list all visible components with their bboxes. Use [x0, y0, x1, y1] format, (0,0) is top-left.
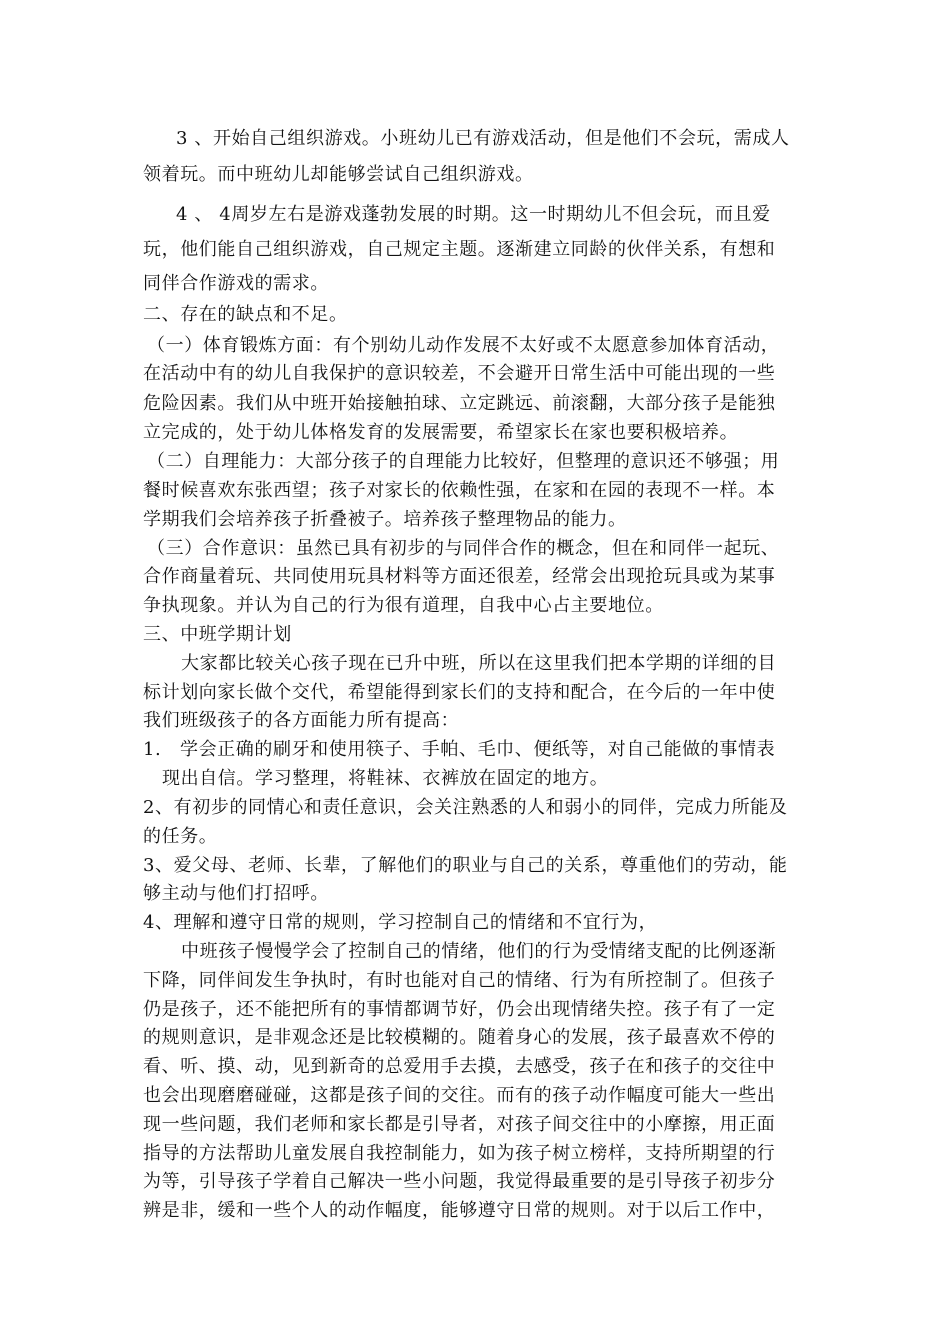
text-line: 看、听、摸、动，见到新奇的总爱用手去摸，去感受，孩子在和孩子的交往中 — [143, 1056, 776, 1077]
text-line: 标计划向家长做个交代，希望能得到家长们的支持和配合，在今后的一年中使 — [143, 682, 776, 703]
text-line: 3 、开始自己组织游戏。小班幼儿已有游戏活动，但是他们不会玩，需成人 — [176, 128, 790, 149]
text-line: 危险因素。我们从中班开始接触拍球、立定跳远、前滚翻，大部分孩子是能独 — [143, 393, 776, 414]
text-line: 我们班级孩子的各方面能力所有提高： — [143, 710, 460, 731]
section-heading: 三、中班学期计划 — [143, 624, 292, 645]
text-line: 下降，同伴间发生争执时，有时也能对自己的情绪、行为有所控制了。但孩子 — [143, 970, 776, 991]
text-line: 为等，引导孩子学着自己解决一些小问题，我觉得最重要的是引导孩子初步分 — [143, 1171, 776, 1192]
list-item: 1. 学会正确的刷牙和使用筷子、手帕、毛巾、便纸等，对自己能做的事情表 — [143, 739, 776, 760]
text-line: 的任务。 — [143, 826, 218, 847]
text-line: （二）自理能力：大部分孩子的自理能力比较好，但整理的意识还不够强；用 — [147, 451, 780, 472]
text-line: 同伴合作游戏的需求。 — [143, 273, 329, 294]
text-line: 在活动中有的幼儿自我保护的意识较差，不会避开日常生活中可能出现的一些 — [143, 363, 776, 384]
text-line: 的规则意识，是非观念还是比较模糊的。随着身心的发展，孩子最喜欢不停的 — [143, 1027, 776, 1048]
text-line: 中班孩子慢慢学会了控制自己的情绪，他们的行为受情绪支配的比例逐渐 — [181, 941, 777, 962]
text-line: 合作商量着玩、共同使用玩具材料等方面还很差，经常会出现抢玩具或为某事 — [143, 566, 776, 587]
text-line: 够主动与他们打招呼。 — [143, 883, 329, 904]
text-line: （三）合作意识：虽然已具有初步的与同伴合作的概念，但在和同伴一起玩、 — [147, 538, 780, 559]
section-heading: 二、存在的缺点和不足。 — [143, 304, 348, 325]
text-line: 4 、 4周岁左右是游戏蓬勃发展的时期。这一时期幼儿不但会玩，而且爱 — [176, 204, 771, 225]
text-line: 指导的方法帮助儿童发展自我控制能力，如为孩子树立榜样，支持所期望的行 — [143, 1143, 776, 1164]
text-line: 玩，他们能自己组织游戏，自己规定主题。逐渐建立同龄的伙伴关系，有想和 — [143, 239, 776, 260]
list-item: 2、有初步的同情心和责任意识，会关注熟悉的人和弱小的同伴，完成力所能及 — [143, 797, 788, 818]
text-line: 大家都比较关心孩子现在已升中班，所以在这里我们把本学期的详细的目 — [181, 653, 777, 674]
list-item: 4、理解和遵守日常的规则，学习控制自己的情绪和不宜行为， — [143, 912, 658, 933]
text-line: 餐时候喜欢东张西望；孩子对家长的依赖性强，在家和在园的表现不一样。本 — [143, 480, 776, 501]
text-line: 现出自信。学习整理，将鞋袜、衣裤放在固定的地方。 — [162, 768, 609, 789]
text-line: （一）体育锻炼方面：有个别幼儿动作发展不太好或不太愿意参加体育活动， — [147, 335, 780, 356]
text-line: 仍是孩子，还不能把所有的事情都调节好，仍会出现情绪失控。孩子有了一定 — [143, 999, 776, 1020]
list-item: 3、爱父母、老师、长辈，了解他们的职业与自己的关系，尊重他们的劳动，能 — [143, 855, 788, 876]
text-line: 辨是非，缓和一些个人的动作幅度，能够遵守日常的规则。对于以后工作中， — [143, 1200, 776, 1221]
text-line: 立完成的，处于幼儿体格发育的发展需要，希望家长在家也要积极培养。 — [143, 422, 739, 443]
text-line: 现一些问题，我们老师和家长都是引导者，对孩子间交往中的小摩擦，用正面 — [143, 1114, 776, 1135]
text-line: 学期我们会培养孩子折叠被子。培养孩子整理物品的能力。 — [143, 509, 627, 530]
text-line: 争执现象。并认为自己的行为很有道理，自我中心占主要地位。 — [143, 595, 664, 616]
text-line: 领着玩。而中班幼儿却能够尝试自己组织游戏。 — [143, 164, 534, 185]
text-line: 也会出现磨磨碰碰，这都是孩子间的交往。而有的孩子动作幅度可能大一些出 — [143, 1085, 776, 1106]
